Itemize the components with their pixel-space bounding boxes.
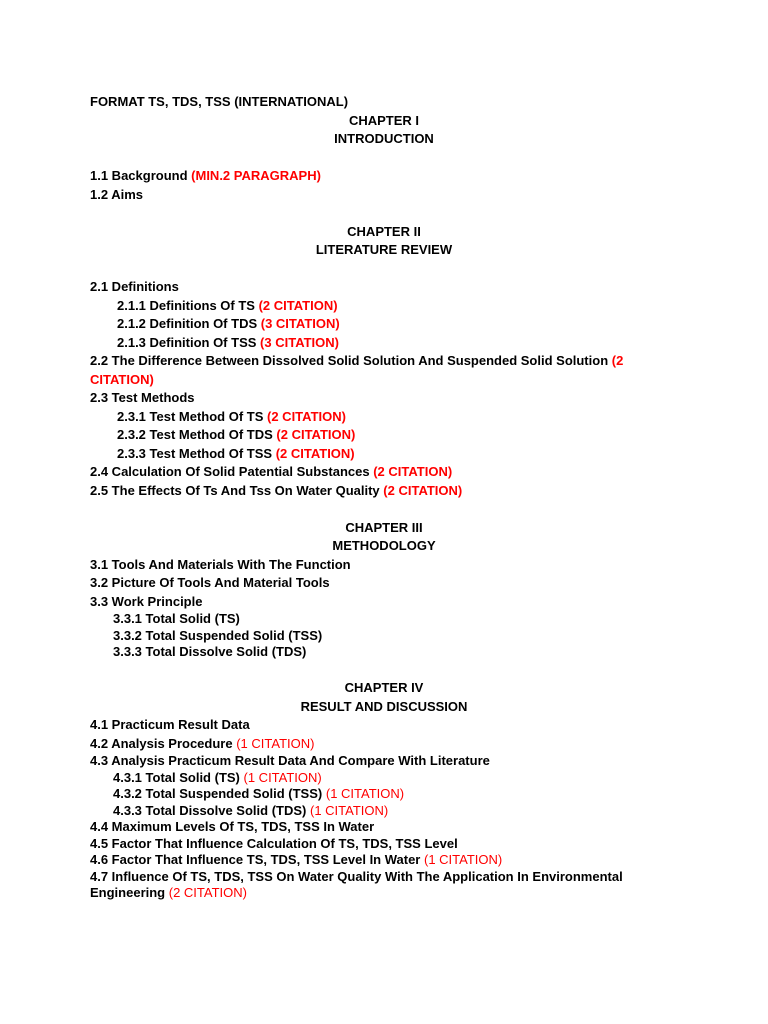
citation-note: (2 CITATION) xyxy=(267,408,346,424)
section-2-4: 2.4 Calculation Of Solid Patential Substances (2 CITATION) xyxy=(90,464,453,479)
section-1-1: 1.1 Background (MIN.2 PARAGRAPH) xyxy=(90,168,321,183)
section-2-3: 2.3 Test Methods xyxy=(90,390,195,405)
format-title: FORMAT TS, TDS, TSS (INTERNATIONAL) xyxy=(90,94,349,109)
section-4-7: 4.7 Influence Of TS, TDS, TSS On Water Quality With The Application In Environmental Engineering (2 CITATION) xyxy=(90,868,623,900)
citation-note: (1 CITATION) xyxy=(243,769,322,785)
citation-note: (2 CITATION) xyxy=(383,482,463,498)
section-3-3-3: 3.3.3 Total Dissolve Solid (TDS) xyxy=(113,644,307,659)
citation-note: (2 CITATION) xyxy=(275,445,355,461)
chapter-4-label: CHAPTER IV xyxy=(344,680,424,695)
section-2-5: 2.5 The Effects Of Ts And Tss On Water Quality (2 CITATION) xyxy=(90,482,463,498)
section-3-3: 3.3 Work Principle xyxy=(90,593,203,609)
section-4-5: 4.5 Factor That Influence Calculation Of TS, TDS, TSS Level xyxy=(90,835,458,851)
section-3-3-2: 3.3.2 Total Suspended Solid (TSS) xyxy=(113,627,323,643)
section-4-2: 4.2 Analysis Procedure (1 CITATION) xyxy=(90,735,315,751)
section-3-1: 3.1 Tools And Materials With The Function xyxy=(90,556,351,572)
citation-note: (2 CITATION) xyxy=(276,427,356,442)
citation-note: (3 CITATION) xyxy=(260,334,339,350)
citation-note: (3 CITATION) xyxy=(260,316,340,331)
citation-note: (1 CITATION) xyxy=(424,852,503,867)
section-3-2: 3.2 Picture Of Tools And Material Tools xyxy=(90,575,330,590)
section-2-1-2: 2.1.2 Definition Of TDS (3 CITATION) xyxy=(117,316,340,331)
section-3-3-1: 3.3.1 Total Solid (TS) xyxy=(113,611,240,626)
chapter-4-title: RESULT AND DISCUSSION xyxy=(300,698,468,714)
section-2-2: 2.2 The Difference Between Dissolved Solid Solution And Suspended Solid Solution (2 CITATION) xyxy=(90,353,624,387)
citation-note: (1 CITATION) xyxy=(236,735,315,751)
section-4-3-1: 4.3.1 Total Solid (TS) (1 CITATION) xyxy=(113,769,322,785)
chapter-1-title: INTRODUCTION xyxy=(334,131,434,146)
section-1-2: 1.2 Aims xyxy=(90,186,143,202)
chapter-3-title: METHODOLOGY xyxy=(332,538,436,553)
document-page xyxy=(90,93,690,902)
section-2-1-3: 2.1.3 Definition Of TSS (3 CITATION) xyxy=(117,334,339,350)
section-4-6: 4.6 Factor That Influence TS, TDS, TSS Level In Water (1 CITATION) xyxy=(90,852,503,867)
citation-note: (1 CITATION) xyxy=(309,802,389,818)
citation-note: (MIN.2 PARAGRAPH) xyxy=(191,168,321,183)
chapter-2-label: CHAPTER II xyxy=(347,223,421,239)
section-4-3: 4.3 Analysis Practicum Result Data And Compare With Literature xyxy=(90,753,490,768)
citation-note: (2 CITATION) xyxy=(90,353,624,387)
section-4-4: 4.4 Maximum Levels Of TS, TDS, TSS In Water xyxy=(90,819,375,834)
citation-note: (2 CITATION) xyxy=(168,885,247,900)
section-4-1: 4.1 Practicum Result Data xyxy=(90,717,250,732)
section-2-1-1: 2.1.1 Definitions Of TS (2 CITATION) xyxy=(117,297,338,313)
section-2-1: 2.1 Definitions xyxy=(90,279,179,294)
section-4-3-3: 4.3.3 Total Dissolve Solid (TDS) (1 CITATION) xyxy=(113,802,389,818)
chapter-3-label: CHAPTER III xyxy=(345,519,423,535)
citation-note: (2 CITATION) xyxy=(373,464,453,479)
citation-note: (2 CITATION) xyxy=(258,297,338,313)
section-4-3-2: 4.3.2 Total Suspended Solid (TSS) (1 CITATION) xyxy=(113,786,405,801)
section-2-3-2: 2.3.2 Test Method Of TDS (2 CITATION) xyxy=(117,427,356,442)
section-2-3-3: 2.3.3 Test Method Of TSS (2 CITATION) xyxy=(117,445,355,461)
chapter-1-label: CHAPTER I xyxy=(348,112,420,128)
chapter-2-title: LITERATURE REVIEW xyxy=(315,242,453,257)
citation-note: (1 CITATION) xyxy=(325,786,405,801)
section-2-3-1: 2.3.1 Test Method Of TS (2 CITATION) xyxy=(117,408,346,424)
